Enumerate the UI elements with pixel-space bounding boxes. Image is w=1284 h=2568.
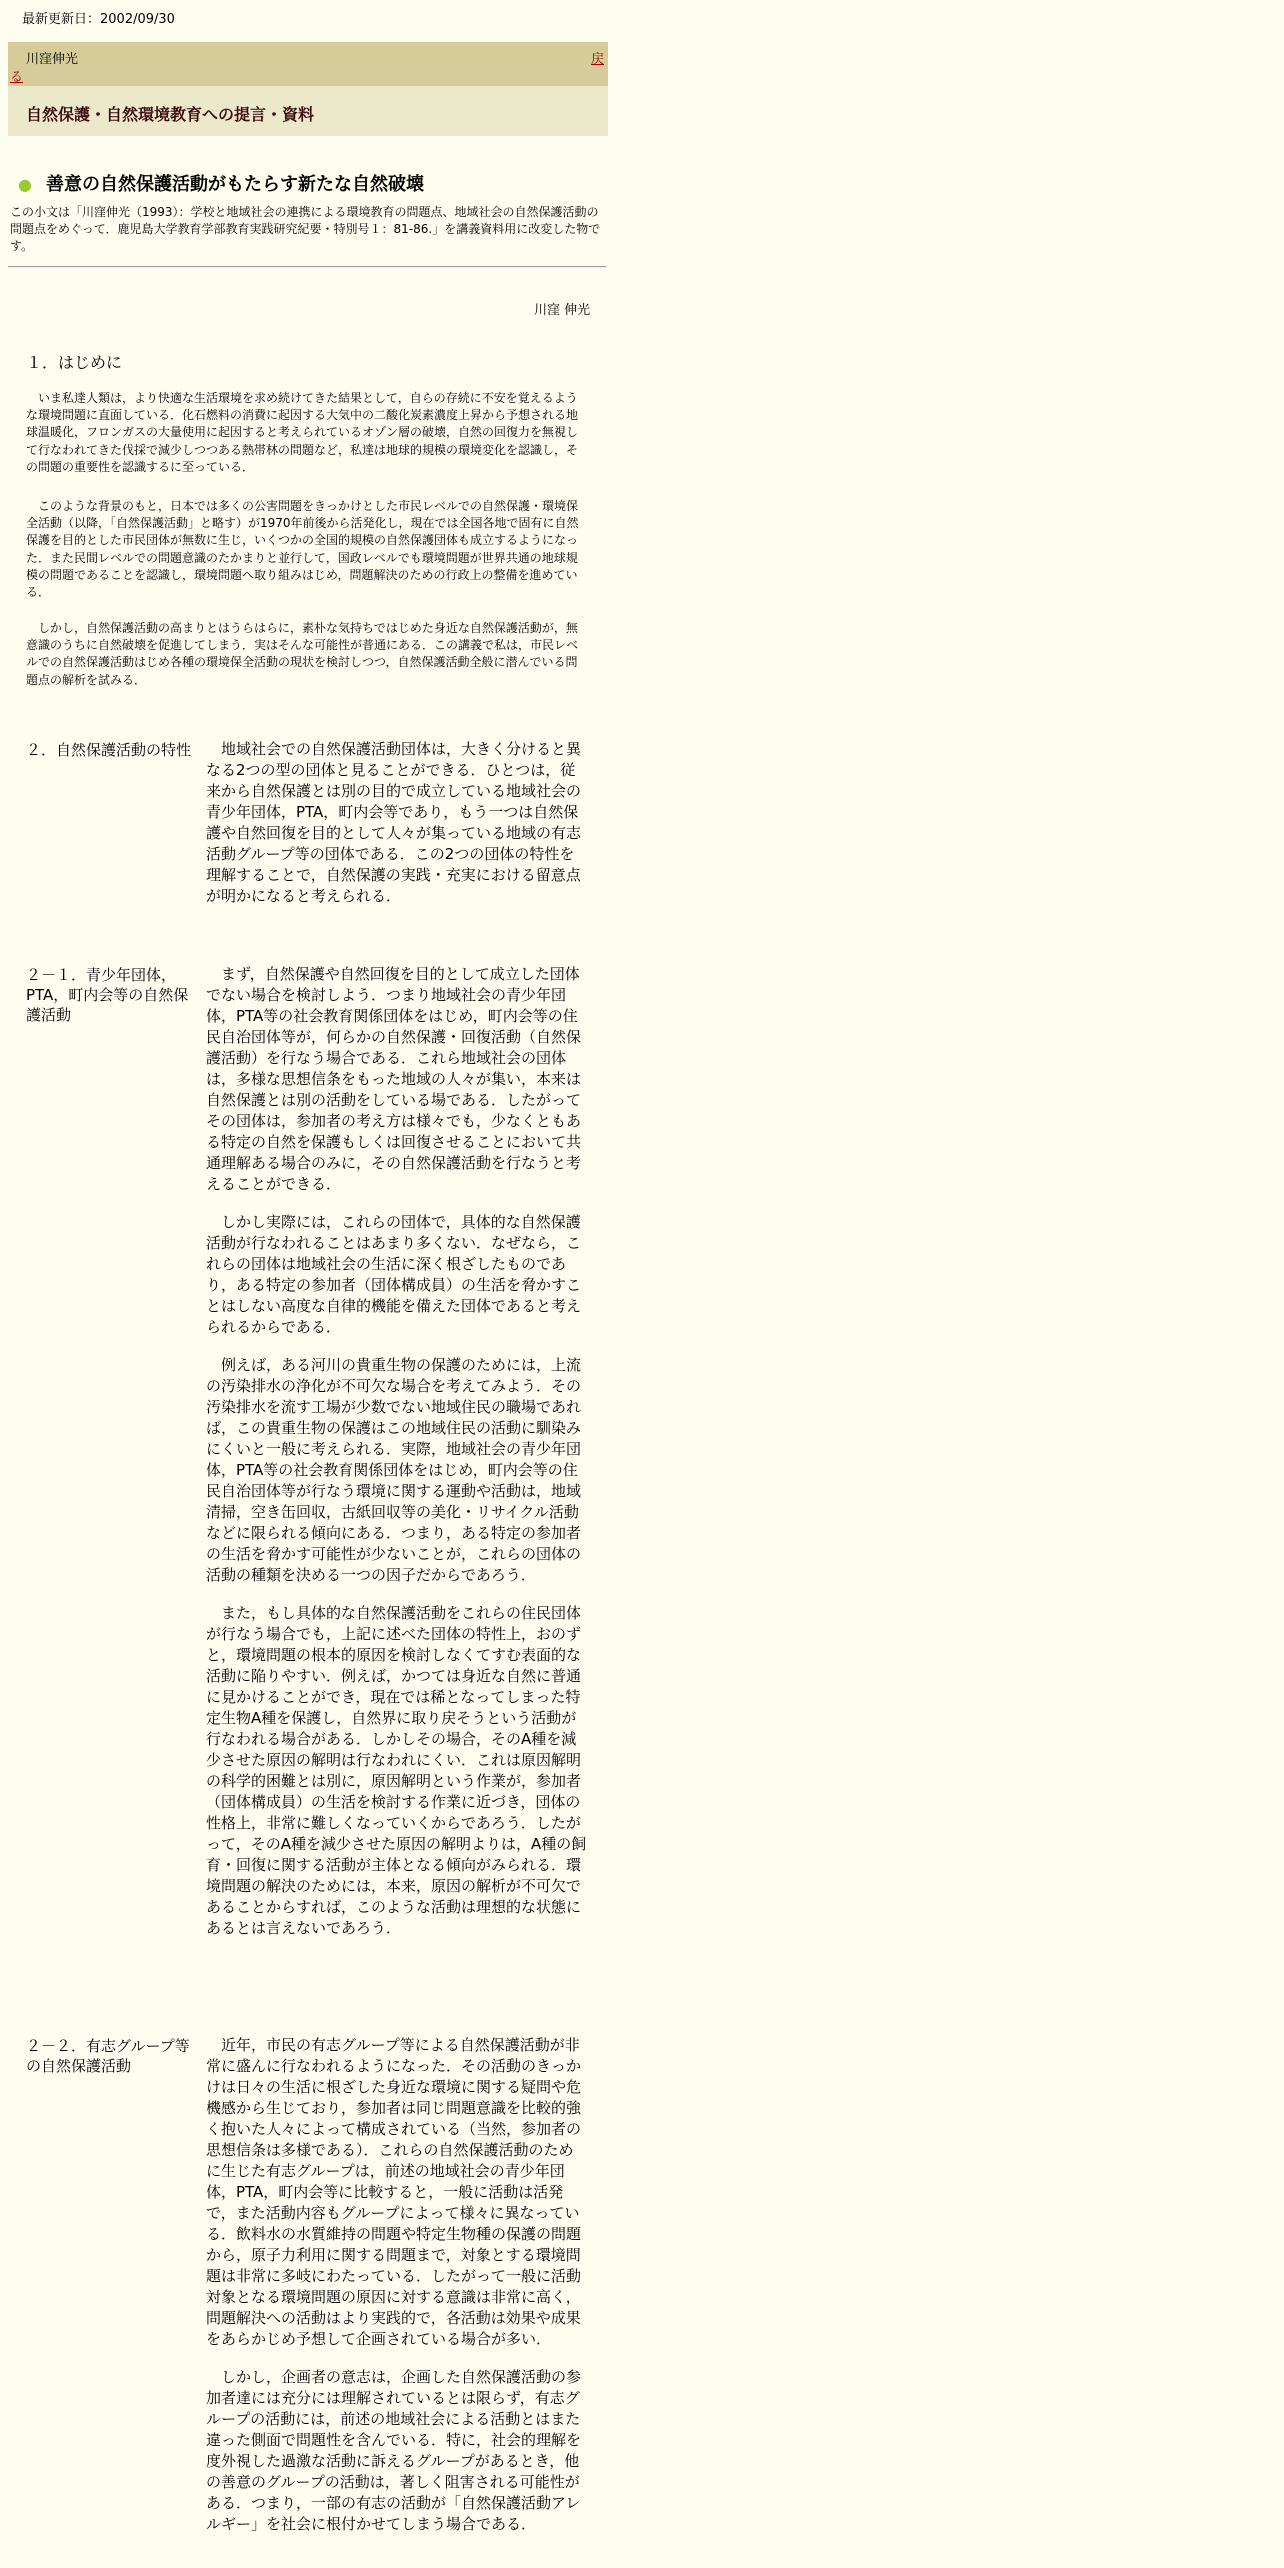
section-body-characteristics [206, 739, 588, 924]
header-bar [8, 42, 608, 86]
section-body-volunteer-groups [206, 2035, 588, 2552]
back-link[interactable]: 戻 [590, 52, 604, 67]
divider [8, 266, 606, 268]
body-paragraph: 地域社会での自然保護活動団体は，大きく分けると異なる2つの型の団体と見ることができる．ひとつは，従来から自然保護とは別の目的で成立している地域社会の青少年団体，PTA，町内会等であり，もう一つは自然保護や自然回復を目的として人々が集っている地域の有志活動グループ等の団体である．この2つの団体の特性を理解することで，自然保護の実践・充実における留意点が明かになると考えられる． [206, 740, 582, 905]
body-paragraph: まず，自然保護や自然回復を目的として成立した団体でない場合を検討しよう．つまり地域社会の青少年団体，PTA等の社会教育関係団体をはじめ，町内会等の住民自治団体等が，何らかの自然保護・回復活動（自然保護活動）を行なう場合である．これら地域社会の団体は，多様な思想信条をもった地域の人々が集い，本来は自然保護とは別の活動をしている場である．したがってその団体は，参加者の考え方は様々でも，少なくともある特定の自然を保護もしくは回復させることにおいて共通理解ある場合のみに，その自然保護活動を行なうと考えることができる． [206, 965, 582, 1193]
intro-paragraph: しかし，自然保護活動の高まりとはうらはらに，素朴な気持ちではじめた身近な自然保護活動が，無意識のうちに自然破壊を促進してしまう．実はそんな可能性が普通にある．この講義で私は，市民レベルでの自然保護活動はじめ各種の環境保全活動の現状を検討しつつ，自然保護活動全般に潜んでいる問題点の解析を試みる． [26, 621, 579, 687]
body-paragraph: しかし実際には，これらの団体で，具体的な自然保護活動が行なわれることはあまり多くない．なぜなら，これらの団体は地域社会の生活に深く根ざしたものであり，ある特定の参加者（団体構成員）の生活を脅かすことはしない高度な自律的機能を備えた団体であると考えられるからである． [206, 1213, 582, 1336]
body-paragraph: また，もし具体的な自然保護活動をこれらの住民団体が行なう場合でも，上記に述べた団体の特性上，おのずと，環境問題の根本的原因を検討しなくてすむ表面的な活動に陥りやすい．例えば，かつては身近な自然に普通に見かけることができ，現在では稀となってしまった特定生物A種を保護し，自然界に取り戻そうという活動が行なわれる場合がある．しかしその場合，そのA種を減少させた原因の解明は行なわれにくい．これは原因解明の科学的困難とは別に，原因解明という作業が，参加者（団体構成員）の生活を検討する作業に近づき，団体の性格上，非常に難しくなっていくからであろう．したがって，そのA種を減少させた原因の解明よりは，A種の飼育・回復に関する活動が主体となる傾向がみられる．環境問題の解決のためには，本来，原因の解析が不可欠であることからすれば，このような活動は理想的な状態にあるとは言えないであろう． [206, 1604, 587, 1937]
intro-paragraph: いま私達人類は，より快適な生活環境を求め続けてきた結果として，自らの存続に不安を覚えるような環境問題に直面している．化石燃料の消費に起因する大気中の二酸化炭素濃度上昇から予想される地球温暖化，フロンガスの大量使用に起因すると考えられているオゾン層の破壊，自然の回復力を無視して行なわれてきた伐採で減少しつつある熱帯林の問題など，私達は地球的規模の環境変化を認識し，その問題の重要性を認識するに至っている． [26, 391, 579, 474]
section-heading-volunteer-groups: ２－２．有志グループ等の自然保護活動 [26, 2037, 190, 2075]
header-title-bar [8, 86, 608, 136]
back-link-continued[interactable]: る [10, 70, 24, 85]
last-updated: 最新更新日：2002/09/30 [22, 12, 175, 27]
author-name: 川窪伸光 [26, 52, 79, 67]
bullet-icon: ● [18, 175, 32, 194]
article-author: 川窪 伸光 [534, 303, 591, 318]
section-body-community-groups [206, 964, 588, 1956]
section-heading-community-groups: ２－１．青少年団体，PTA，町内会等の自然保護活動 [26, 966, 189, 1024]
article-intro: この小文は「川窪伸光（1993）：学校と地域社会の連携による環境教育の問題点、地域社会の自然保護活動の問題点をめぐって．鹿児島大学教育学部教育実践研究紀要・特別号１：81-86.」を講義資料用に改変した物です。 [10, 205, 601, 253]
section-heading-intro: １．はじめに [26, 353, 123, 372]
article-title-text: 善意の自然保護活動がもたらす新たな自然破壊 [45, 174, 424, 195]
section-heading-characteristics: ２．自然保護活動の特性 [26, 741, 192, 759]
page-title: 自然保護・自然環境教育への提言・資料 [26, 105, 315, 124]
body-paragraph: 例えば，ある河川の貴重生物の保護のためには，上流の汚染排水の浄化が不可欠な場合を考えてみよう．その汚染排水を流す工場が少数でない地域住民の職場であれば，この貴重生物の保護はこの地域住民の活動に馴染みにくいと一般に考えられる．実際，地域社会の青少年団体，PTA等の社会教育関係団体をはじめ，町内会等の住民自治団体等が行なう環境に関する運動や活動は，地域清掃，空き缶回収，古紙回収等の美化・リサイクル活動などに限られる傾向にある．つまり，ある特定の参加者の生活を脅かす可能性が少ないことが，これらの団体の活動の種類を決める一つの因子だからであろう． [206, 1356, 582, 1584]
intro-paragraph: このような背景のもと，日本では多くの公害問題をきっかけとした市民レベルでの自然保護・環境保全活動（以降，「自然保護活動」と略す）が1970年前後から活発化し，現在では全国各地で固有に自然保護を目的とした市民団体が無数に生じ，いくつかの全国的規模の自然保護団体も成立するようになった．また民間レベルでの問題意識のたかまりと並行して，国政レベルでも環境問題が世界共通の地球規模の問題であることを認識し，環境問題へ取り組みはじめ，問題解決のための行政上の整備を進めている． [26, 499, 579, 600]
body-paragraph: 近年，市民の有志グループ等による自然保護活動が非常に盛んに行なわれるようになった．その活動のきっかけは日々の生活に根ざした身近な環境に関する疑問や危機感から生じており，参加者は同じ問題意識を比較的強く抱いた人々によって構成されている（当然，参加者の思想信条は多様である）．これらの自然保護活動のために生じた有志グループは，前述の地域社会の青少年団体，PTA，町内会等に比較すると，一般に活動は活発で，また活動内容もグループによって様々に異なっている．飲料水の水質維持の問題や特定生物種の保護の問題から，原子力利用に関する問題まで，対象とする環境問題は非常に多岐にわたっている．したがって一般に活動対象となる環境問題の原因に対する意識は非常に高く，問題解決への活動はより実践的で，各活動は効果や成果をあらかじめ予想して企画されている場合が多い． [206, 2036, 582, 2348]
body-paragraph: しかし，企画者の意志は，企画した自然保護活動の参加者達には充分には理解されているとは限らず，有志グループの活動には，前述の地域社会による活動とはまた違った側面で問題性を含んでいる．特に，社会的理解を度外視した過激な活動に訴えるグループがあるとき，他の善意のグループの活動は，著しく阻害される可能性がある．つまり，一部の有志の活動が「自然保護活動アレルギー」を社会に根付かせてしまう場合である． [206, 2368, 582, 2533]
article-title [18, 170, 424, 196]
